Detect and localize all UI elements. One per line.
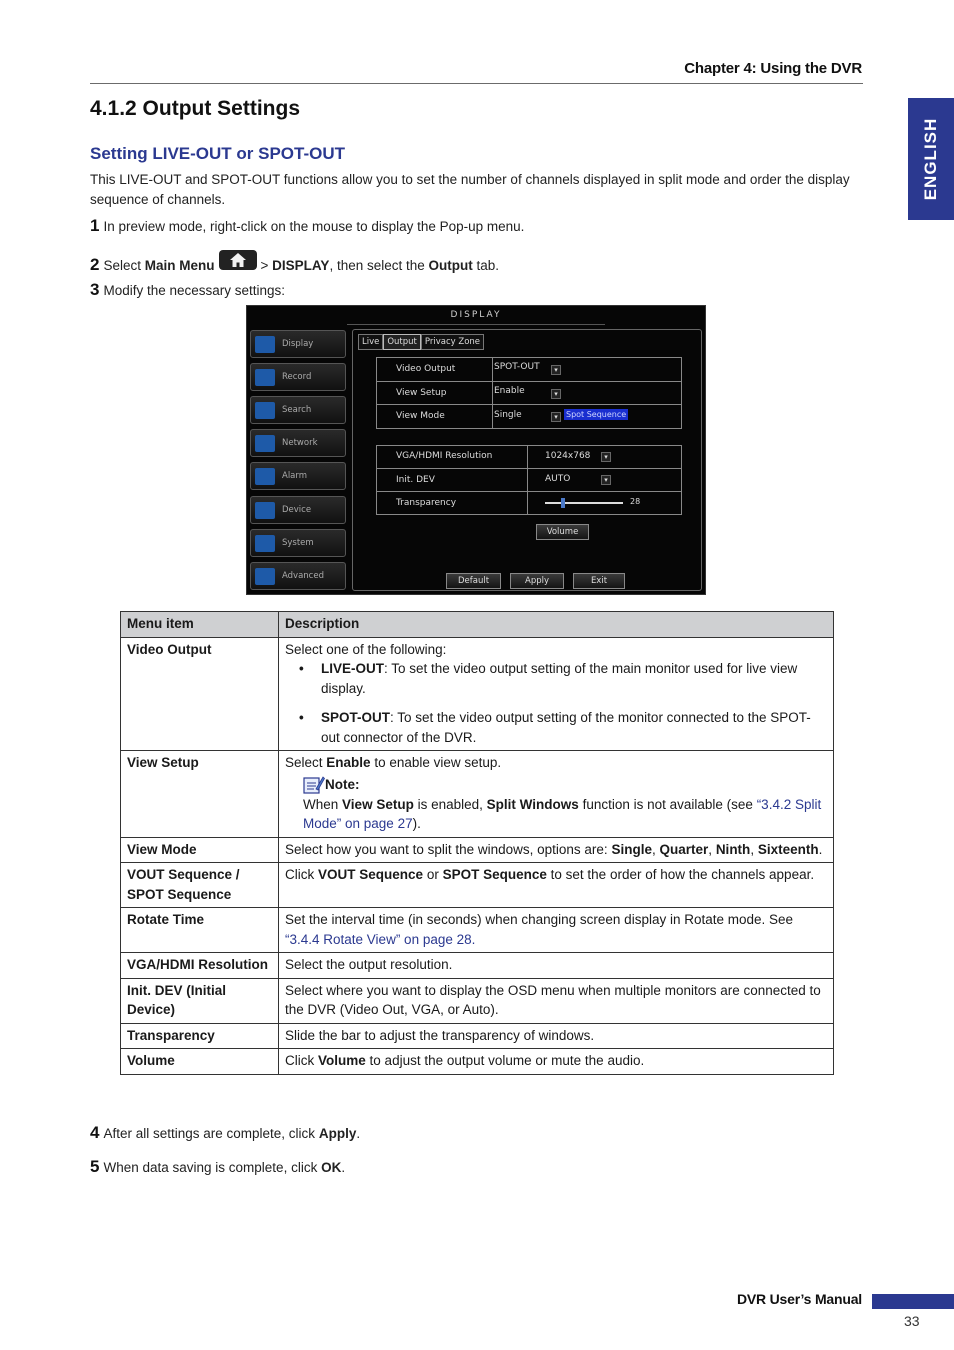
dvr-label: View Mode xyxy=(396,411,445,421)
step-number: 1 xyxy=(90,216,100,235)
menu-item-description xyxy=(279,1049,834,1075)
dvr-row-transparency xyxy=(377,492,681,515)
menu-item-name: VOUT Sequence / SPOT Sequence xyxy=(121,863,279,908)
menu-item-description xyxy=(279,863,834,908)
language-tab-label: ENGLISH xyxy=(921,117,940,201)
text: . xyxy=(356,1126,361,1141)
transparency-slider-knob xyxy=(561,498,565,508)
step-1 xyxy=(90,216,524,236)
dvr-output-grid xyxy=(376,357,682,429)
dvr-menu-label: Device xyxy=(282,505,312,515)
dvr-tab-output: Output xyxy=(383,334,421,350)
menu-item-description: Select where you want to display the OSD menu when multiple monitors are connected to the DVR (Video Out, VGA, or Auto). xyxy=(279,978,834,1023)
text: , xyxy=(708,841,713,857)
dvr-label: Init. DEV xyxy=(396,475,435,485)
dvr-row-init-dev xyxy=(377,469,681,492)
table-row xyxy=(121,978,834,1023)
step-text: When data saving is complete, click xyxy=(103,1160,318,1175)
wrench-icon xyxy=(255,568,275,585)
menu-item-description xyxy=(279,837,834,863)
dvr-menu-device xyxy=(250,496,346,524)
text: Set the interval time (in seconds) when changing screen display in Rotate mode. See xyxy=(285,912,794,927)
list-item xyxy=(299,659,827,698)
footer-manual-title: DVR User’s Manual xyxy=(737,1291,862,1307)
dvr-default-button: Default xyxy=(446,573,501,589)
table-header-description: Description xyxy=(279,612,834,638)
bullet: • xyxy=(299,710,304,725)
step-text-mid: , then select the xyxy=(329,258,425,273)
text: to enable view setup. xyxy=(374,755,502,770)
menu-item-description: Select the output resolution. xyxy=(279,953,834,979)
text: , xyxy=(651,841,656,857)
menu-item-name: Rotate Time xyxy=(121,908,279,953)
table-header-item: Menu item xyxy=(121,612,279,638)
dvr-menu-label: Record xyxy=(282,372,312,382)
text: When xyxy=(303,796,339,812)
table-row xyxy=(121,1023,834,1049)
gear-icon xyxy=(255,535,275,552)
dvr-tab-live: Live xyxy=(358,334,383,350)
apply-label: Apply xyxy=(318,1126,357,1141)
option-name: VOUT Sequence xyxy=(318,867,424,882)
film-icon xyxy=(255,369,275,386)
dvr-volume-button: Volume xyxy=(536,524,589,540)
dvr-tab-bar xyxy=(358,334,484,350)
dvr-screen-title: DISPLAY xyxy=(450,310,502,320)
rotate-view-link[interactable]: “3.4.4 Rotate View” on page 28 xyxy=(285,931,472,947)
dvr-value: AUTO xyxy=(545,474,571,484)
dvr-menu-label: Alarm xyxy=(282,471,308,481)
dvr-value: 28 xyxy=(630,497,641,506)
step-number: 3 xyxy=(90,280,100,299)
device-icon xyxy=(255,502,275,519)
alarm-icon xyxy=(255,468,275,485)
dvr-menu-display xyxy=(250,330,346,358)
table-header-row xyxy=(121,612,834,638)
text: is enabled, xyxy=(417,796,483,812)
text: or xyxy=(426,867,439,882)
dvr-display-screenshot xyxy=(246,305,706,595)
dvr-menu-advanced xyxy=(250,562,346,590)
option-name: Single xyxy=(611,841,652,857)
dvr-title-divider xyxy=(347,324,605,325)
dvr-menu-label: Display xyxy=(282,339,314,349)
step-text: Modify the necessary settings: xyxy=(103,283,286,298)
option-name: SPOT-OUT xyxy=(321,710,391,725)
text: to adjust the output volume or mute the audio. xyxy=(369,1053,645,1068)
dvr-label: Video Output xyxy=(396,364,456,374)
note-icon xyxy=(303,775,325,795)
home-button-image xyxy=(219,250,257,270)
description-intro: Select one of the following: xyxy=(285,641,447,657)
globe-icon xyxy=(255,435,275,452)
option-name: Ninth xyxy=(715,841,751,857)
search-icon xyxy=(255,402,275,419)
table-row xyxy=(121,1049,834,1075)
step-text: In preview mode, right-click on the mouse to display the Pop-up menu. xyxy=(103,219,525,234)
transparency-slider-track xyxy=(545,502,623,504)
section-title: 4.1.2 Output Settings xyxy=(90,97,301,120)
option-name: LIVE-OUT xyxy=(321,661,384,676)
table-row xyxy=(121,863,834,908)
option-name: Sixteenth xyxy=(757,841,819,857)
menu-item-name: View Setup xyxy=(121,751,279,838)
dvr-label: VGA/HDMI Resolution xyxy=(396,451,493,461)
menu-item-name: View Mode xyxy=(121,837,279,863)
dvr-menu-label: System xyxy=(282,538,314,548)
dvr-row-video-output xyxy=(377,358,681,382)
text: Select xyxy=(285,755,323,770)
text: . xyxy=(341,1160,346,1175)
dvr-menu-network xyxy=(250,429,346,457)
chevron-down-icon: ▾ xyxy=(551,389,561,399)
dvr-row-resolution xyxy=(377,446,681,469)
text: Select how you want to split the windows, options are: xyxy=(285,841,608,857)
option-name: SPOT Sequence xyxy=(442,867,547,882)
menu-item-description xyxy=(279,751,834,838)
menu-item-name: Video Output xyxy=(121,637,279,751)
chevron-down-icon: ▾ xyxy=(551,365,561,375)
dvr-menu-system xyxy=(250,529,346,557)
monitor-icon xyxy=(255,336,275,353)
step-text-post: tab. xyxy=(476,258,500,273)
dvr-apply-button: Apply xyxy=(510,573,564,589)
step-text: After all settings are complete, click xyxy=(103,1126,316,1141)
step-number: 4 xyxy=(90,1123,100,1142)
step-number: 2 xyxy=(90,255,100,274)
dvr-exit-button: Exit xyxy=(573,573,625,589)
text: . xyxy=(471,931,476,947)
home-icon xyxy=(229,252,247,268)
table-row xyxy=(121,953,834,979)
note-heading xyxy=(303,775,827,795)
table-row xyxy=(121,637,834,751)
note-body xyxy=(303,795,827,834)
menu-item-description: Slide the bar to adjust the transparency of windows. xyxy=(279,1023,834,1049)
text: function is not available (see xyxy=(582,796,753,812)
dvr-value: 1024x768 xyxy=(545,451,591,461)
text: Click xyxy=(285,867,315,882)
output-label: Output xyxy=(428,258,473,273)
dvr-value: Enable xyxy=(494,386,525,396)
menu-item-name: Volume xyxy=(121,1049,279,1075)
list-item xyxy=(299,708,827,747)
dvr-label: View Setup xyxy=(396,388,447,398)
chevron-down-icon: ▾ xyxy=(601,452,611,462)
term: Split Windows xyxy=(486,796,579,812)
dvr-tab-privacy-zone: Privacy Zone xyxy=(421,334,484,350)
table-row xyxy=(121,908,834,953)
display-label: DISPLAY xyxy=(272,258,330,273)
intro-paragraph: This LIVE-OUT and SPOT-OUT functions allow you to set the number of channels displayed in split mode and order the display sequence of channels. xyxy=(90,172,850,207)
main-menu-label: Main Menu xyxy=(144,258,215,273)
term: View Setup xyxy=(342,796,414,812)
table-row xyxy=(121,751,834,838)
dvr-resolution-grid xyxy=(376,445,682,515)
option-name: Enable xyxy=(326,755,371,770)
settings-table xyxy=(120,611,834,1075)
step-gt: > xyxy=(260,258,269,273)
option-name: Quarter xyxy=(659,841,709,857)
dvr-value: Single xyxy=(494,410,522,420)
step-4 xyxy=(90,1123,360,1143)
dvr-menu-record xyxy=(250,363,346,391)
footer-accent-bar xyxy=(872,1294,954,1309)
dvr-value: SPOT-OUT xyxy=(494,362,540,372)
dvr-menu-label: Advanced xyxy=(282,571,324,581)
text: . xyxy=(818,841,823,857)
ok-label: OK xyxy=(321,1160,342,1175)
menu-item-description xyxy=(279,908,834,953)
text: Click xyxy=(285,1053,315,1068)
chevron-down-icon: ▾ xyxy=(601,475,611,485)
menu-item-description xyxy=(279,637,834,751)
text: to set the order of how the channels appear. xyxy=(550,867,815,882)
menu-item-name: Transparency xyxy=(121,1023,279,1049)
option-text: : To set the video output setting of the monitor connected to the SPOT-out connector of the DVR. xyxy=(321,710,811,745)
step-text-pre: Select xyxy=(103,258,141,273)
step-number: 5 xyxy=(90,1157,100,1176)
note-label: Note: xyxy=(325,777,360,792)
dvr-menu-alarm xyxy=(250,462,346,490)
table-row xyxy=(121,837,834,863)
step-2 xyxy=(90,250,499,275)
section-subtitle: Setting LIVE-OUT or SPOT-OUT xyxy=(90,144,345,163)
dvr-row-view-setup xyxy=(377,382,681,405)
dvr-row-view-mode xyxy=(377,405,681,429)
spot-sequence-button: Spot Sequence xyxy=(566,410,627,419)
dvr-menu-label: Search xyxy=(282,405,312,415)
header-rule xyxy=(90,83,863,84)
text: , xyxy=(750,841,755,857)
dvr-menu-search xyxy=(250,396,346,424)
split-mode-link[interactable]: “3.4.2 Split Mode” on page 27 xyxy=(303,796,822,831)
option-name: Volume xyxy=(318,1053,366,1068)
dvr-menu-label: Network xyxy=(282,438,318,448)
step-3 xyxy=(90,280,285,300)
language-tab xyxy=(908,98,954,220)
option-text: : To set the video output setting of the main monitor used for live view display. xyxy=(321,661,798,696)
step-5 xyxy=(90,1157,345,1177)
menu-item-name: VGA/HDMI Resolution xyxy=(121,953,279,979)
dvr-label: Transparency xyxy=(396,498,457,508)
chapter-title: Chapter 4: Using the DVR xyxy=(684,60,862,77)
bullet: • xyxy=(299,661,304,676)
text: ). xyxy=(412,816,421,831)
page-number: 33 xyxy=(904,1313,920,1329)
chevron-down-icon: ▾ xyxy=(551,412,561,422)
menu-item-name: Init. DEV (Initial Device) xyxy=(121,978,279,1023)
